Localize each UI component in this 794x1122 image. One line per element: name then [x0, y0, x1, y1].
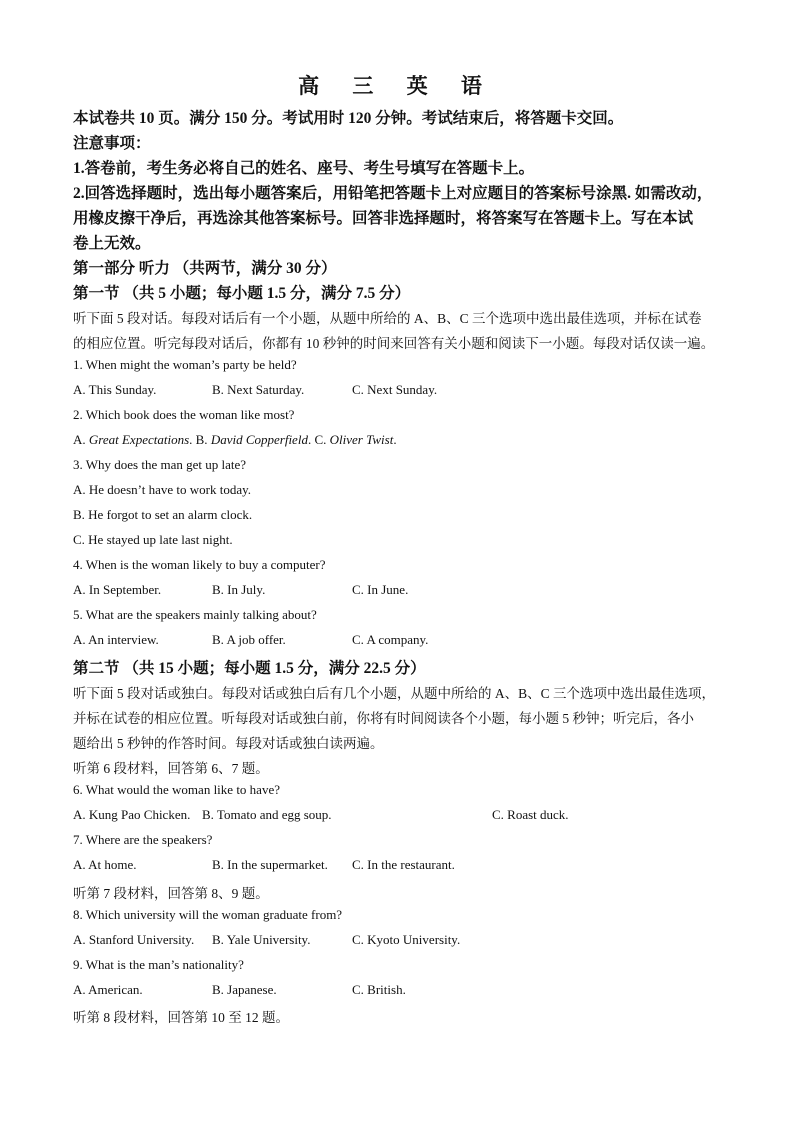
question-2-option-c-end: .: [393, 432, 397, 447]
question-8-option-c: C. Kyoto University.: [352, 932, 461, 947]
question-2-option-a-prefix: A.: [73, 432, 89, 447]
question-8-option-a: A. Stanford University.: [73, 932, 195, 947]
question-7-option-b: B. In the supermarket.: [212, 857, 328, 872]
question-9-option-b: B. Japanese.: [212, 982, 277, 997]
question-8-option-b: B. Yale University.: [212, 932, 311, 947]
section1-heading: 第一节 （共 5 小题；每小题 1.5 分，满分 7.5 分）: [73, 285, 411, 302]
section2-instructions-line-3: 题给出 5 秒钟的作答时间。每段对话或独白读两遍。: [73, 736, 384, 751]
question-7-option-c: C. In the restaurant.: [352, 857, 455, 872]
question-6-stem: 6. What would the woman like to have?: [73, 782, 280, 797]
question-2-options: [73, 432, 397, 448]
question-2-option-b-prefix: . B.: [189, 432, 211, 447]
question-1-stem: 1. When might the woman’s party be held?: [73, 357, 297, 372]
part1-heading: 第一部分 听力 （共两节，满分 30 分）: [73, 260, 337, 277]
material-6-note: 听第 6 段材料，回答第 6、7 题。: [73, 761, 269, 776]
section1-instructions-line-2: 的相应位置。听完每段对话后，你都有 10 秒钟的时间来回答有关小题和阅读下一小题。每段对话仅读一遍。: [73, 336, 715, 351]
question-1-option-b: B. Next Saturday.: [212, 382, 305, 397]
notice-item-1: 1.答卷前，考生务必将自己的姓名、座号、考生号填写在答题卡上。: [73, 160, 535, 177]
notice-heading: 注意事项：: [73, 135, 151, 152]
question-9-stem: 9. What is the man’s nationality?: [73, 957, 244, 972]
question-2-option-c-prefix: . C.: [307, 432, 330, 447]
section2-heading: 第二节 （共 15 小题；每小题 1.5 分，满分 22.5 分）: [73, 660, 426, 677]
question-5-option-b: B. A job offer.: [212, 632, 286, 647]
question-3-option-c: C. He stayed up late last night.: [73, 532, 233, 547]
question-2-option-c: Oliver Twist: [329, 432, 394, 447]
question-1-option-a: A. This Sunday.: [73, 382, 157, 397]
section1-instructions-line-1: 听下面 5 段对话。每段对话后有一个小题，从题中所给的 A、B、C 三个选项中选出最佳选项，并标在试卷: [73, 311, 702, 326]
question-2-option-a: Great Expectations: [88, 432, 190, 447]
question-1-option-c: C. Next Sunday.: [352, 382, 438, 397]
page-title: 高 三 英 语: [298, 74, 496, 98]
question-6-option-c: C. Roast duck.: [492, 807, 569, 822]
question-3-option-a: A. He doesn’t have to work today.: [73, 482, 251, 497]
question-3-option-b: B. He forgot to set an alarm clock.: [73, 507, 253, 522]
question-6-option-a: A. Kung Pao Chicken.: [73, 807, 191, 822]
question-2-stem: 2. Which book does the woman like most?: [73, 407, 295, 422]
material-7-note: 听第 7 段材料，回答第 8、9 题。: [73, 886, 269, 901]
exam-intro: 本试卷共 10 页。满分 150 分。考试用时 120 分钟。考试结束后，将答题卡交回。: [73, 110, 624, 127]
question-9-option-c: C. British.: [352, 982, 406, 997]
question-4-option-a: A. In September.: [73, 582, 162, 597]
section2-instructions-line-1: 听下面 5 段对话或独白。每段对话或独白后有几个小题，从题中所给的 A、B、C 三个选项中选出最佳选项，: [73, 686, 716, 701]
question-5-option-c: C. A company.: [352, 632, 429, 647]
question-6-option-b: B. Tomato and egg soup.: [202, 807, 332, 822]
question-8-stem: 8. Which university will the woman graduate from?: [73, 907, 343, 922]
question-9-option-a: A. American.: [73, 982, 143, 997]
question-4-stem: 4. When is the woman likely to buy a computer?: [73, 557, 326, 572]
question-2-option-b: David Copperfield: [210, 432, 308, 447]
section2-instructions-line-2: 并标在试卷的相应位置。听每段对话或独白前，你将有时间阅读各个小题，每小题 5 秒钟；听完后，各小: [73, 711, 694, 726]
question-5-stem: 5. What are the speakers mainly talking about?: [73, 607, 317, 622]
question-4-option-c: C. In June.: [352, 582, 409, 597]
question-3-stem: 3. Why does the man get up late?: [73, 457, 247, 472]
notice-item-2-line-1: 2.回答选择题时，选出每小题答案后，用铅笔把答题卡上对应题目的答案标号涂黑. 如需改动，: [73, 185, 713, 202]
question-7-stem: 7. Where are the speakers?: [73, 832, 213, 847]
material-8-note: 听第 8 段材料，回答第 10 至 12 题。: [73, 1010, 289, 1025]
notice-item-2-line-3: 卷上无效。: [73, 235, 151, 252]
question-4-option-b: B. In July.: [212, 582, 266, 597]
question-5-option-a: A. An interview.: [73, 632, 159, 647]
notice-item-2-line-2: 用橡皮擦干净后，再选涂其他答案标号。回答非选择题时，将答案写在答题卡上。写在本试: [73, 210, 694, 227]
question-7-option-a: A. At home.: [73, 857, 137, 872]
